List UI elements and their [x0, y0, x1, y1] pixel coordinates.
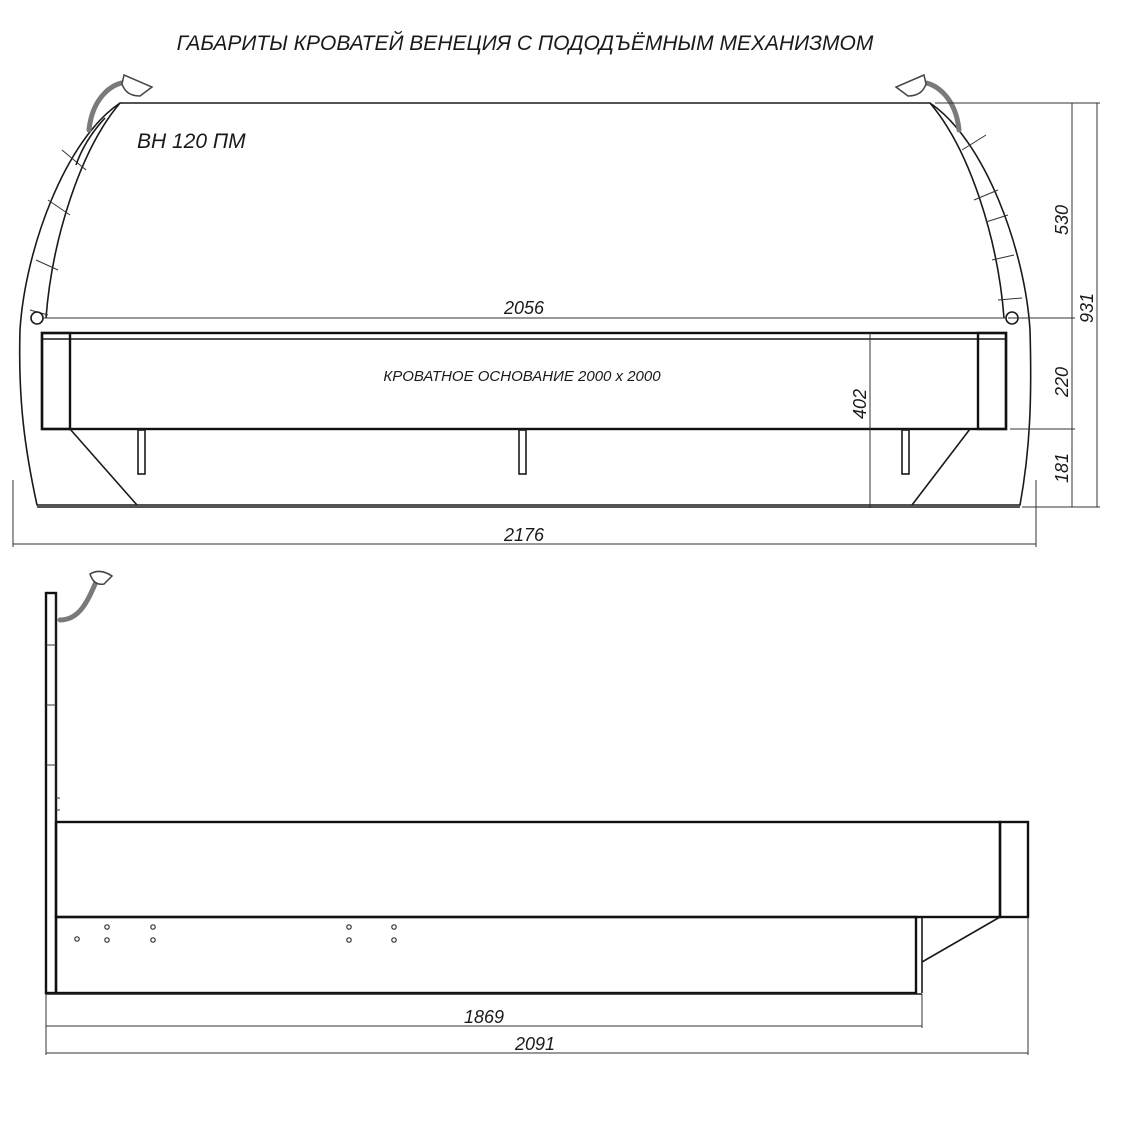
model-label: ВН 120 ПМ — [137, 130, 246, 153]
side-headboard-segments — [46, 645, 60, 810]
inner-width-value: 2056 — [503, 298, 545, 318]
right-side-segments — [962, 135, 1022, 300]
side-mattress-frame — [56, 822, 1000, 917]
left-end-panel — [42, 333, 70, 429]
side-mounting-holes — [75, 925, 396, 942]
support-leg-right — [902, 430, 909, 474]
frame-height-value: 220 — [1052, 366, 1072, 398]
headboard-upper-value: 530 — [1052, 204, 1072, 236]
front-view — [13, 75, 1100, 547]
overall-length-value: 2091 — [514, 1034, 556, 1054]
side-lamp — [60, 571, 112, 620]
left-side-segments — [30, 118, 105, 315]
base-height-value: 402 — [850, 388, 870, 420]
base-length-value: 1869 — [463, 1007, 505, 1027]
side-lower-base — [56, 917, 916, 993]
right-vertical-dimensions — [935, 103, 1100, 507]
side-lift-strut — [922, 917, 1000, 962]
side-view — [46, 571, 1028, 1055]
support-leg-left — [138, 430, 145, 474]
total-height-value: 931 — [1077, 292, 1097, 324]
bed-base-label: КРОВАТНОЕ ОСНОВАНИЕ 2000 х 2000 — [383, 368, 661, 385]
lower-chassis — [70, 429, 970, 505]
left-bolt — [31, 312, 43, 324]
leg-height-value: 181 — [1052, 452, 1072, 484]
headboard-inner-panel — [46, 103, 120, 318]
right-end-panel — [978, 333, 1006, 429]
side-headboard-post — [46, 593, 56, 993]
overall-width-value: 2176 — [503, 525, 545, 545]
drawing-title: ГАБАРИТЫ КРОВАТЕЙ ВЕНЕЦИЯ С ПОДОДЪЁМНЫМ МЕХАНИЗМОМ — [176, 32, 874, 55]
support-leg-center — [519, 430, 526, 474]
side-footboard — [1000, 822, 1028, 917]
headboard-inner-panel-right — [930, 103, 1004, 318]
